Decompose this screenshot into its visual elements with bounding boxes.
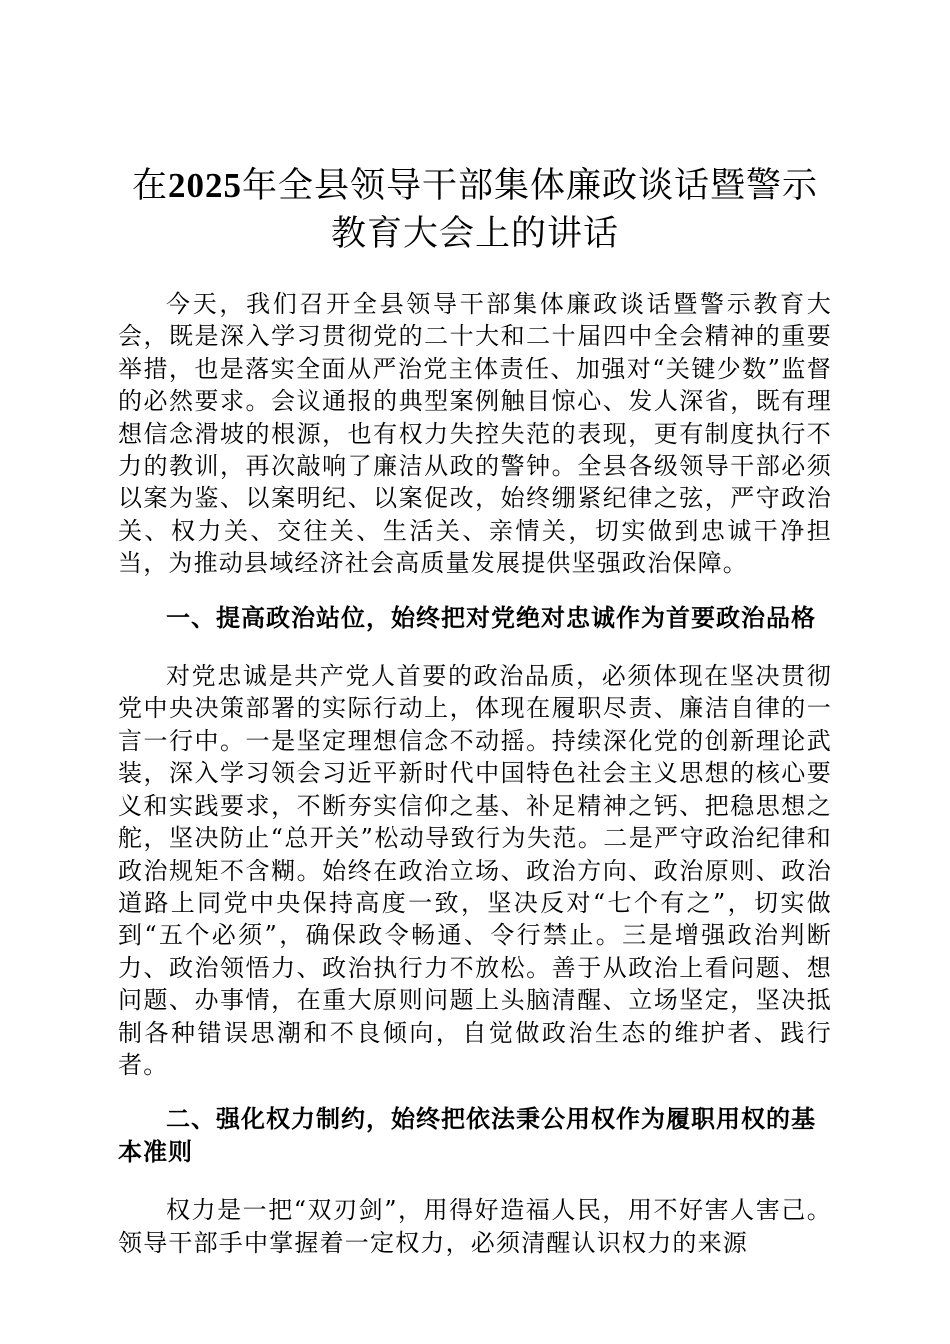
- section-body-2: 权力是一把“双刃剑”，用得好造福人民，用不好害人害己。领导干部手中掌握着一定权力，必须清醒认识权力的来源: [118, 1196, 832, 1257]
- document-page: [118, 162, 832, 1259]
- section-heading-2: 二、强化权力制约，始终把依法秉公用权作为履职用权的基本准则: [118, 1105, 816, 1166]
- title-prefix: 在: [131, 166, 168, 206]
- document-title: [118, 162, 832, 258]
- intro-paragraph: 今天，我们召开全县领导干部集体廉政谈话暨警示教育大会，既是深入学习贯彻党的二十大和二十届四中全会精神的重要举措，也是落实全面从严治党主体责任、加强对“关键少数”监督的必然要求。会议通报的典型案例触目惊心、发人深省，既有理想信念滑坡的根源，也有权力失控失范的表现，更有制度执行不力的教训，再次敲响了廉洁从政的警钟。全县各级领导干部必须以案为鉴、以案明纪、以案促改，始终绷紧纪律之弦，严守政治关、权力关、交往关、生活关、亲情关，切实做到忠诚干净担当，为推动县域经济社会高质量发展提供坚强政治保障。: [118, 290, 832, 578]
- title-line-2: 教育大会上的讲话: [330, 214, 619, 254]
- title-suffix: 年全县领导干部集体廉政谈话暨警示: [242, 166, 819, 206]
- section-heading-1: 一、提高政治站位，始终把对党绝对忠诚作为首要政治品格: [166, 603, 816, 632]
- title-year: 2025: [168, 166, 242, 205]
- section-body-1: 对党忠诚是共产党人首要的政治品质，必须体现在坚决贯彻党中央决策部署的实际行动上，体现在履职尽责、廉洁自律的一言一行中。一是坚定理想信念不动摇。持续深化党的创新理论武装，深入学习领会习近平新时代中国特色社会主义思想的核心要义和实践要求，不断夯实信仰之基、补足精神之钙、把稳思想之舵，坚决防止“总开关”松动导致行为失范。二是严守政治纪律和政治规矩不含糊。始终在政治立场、政治方向、政治原则、政治道路上同党中央保持高度一致，坚决反对“七个有之”，切实做到“五个必须”，确保政令畅通、令行禁止。三是增强政治判断力、政治领悟力、政治执行力不放松。善于从政治上看问题、想问题、办事情，在重大原则问题上头脑清醒、立场坚定，坚决抵制各种错误思潮和不良倾向，自觉做政治生态的维护者、践行者。: [118, 662, 832, 1079]
